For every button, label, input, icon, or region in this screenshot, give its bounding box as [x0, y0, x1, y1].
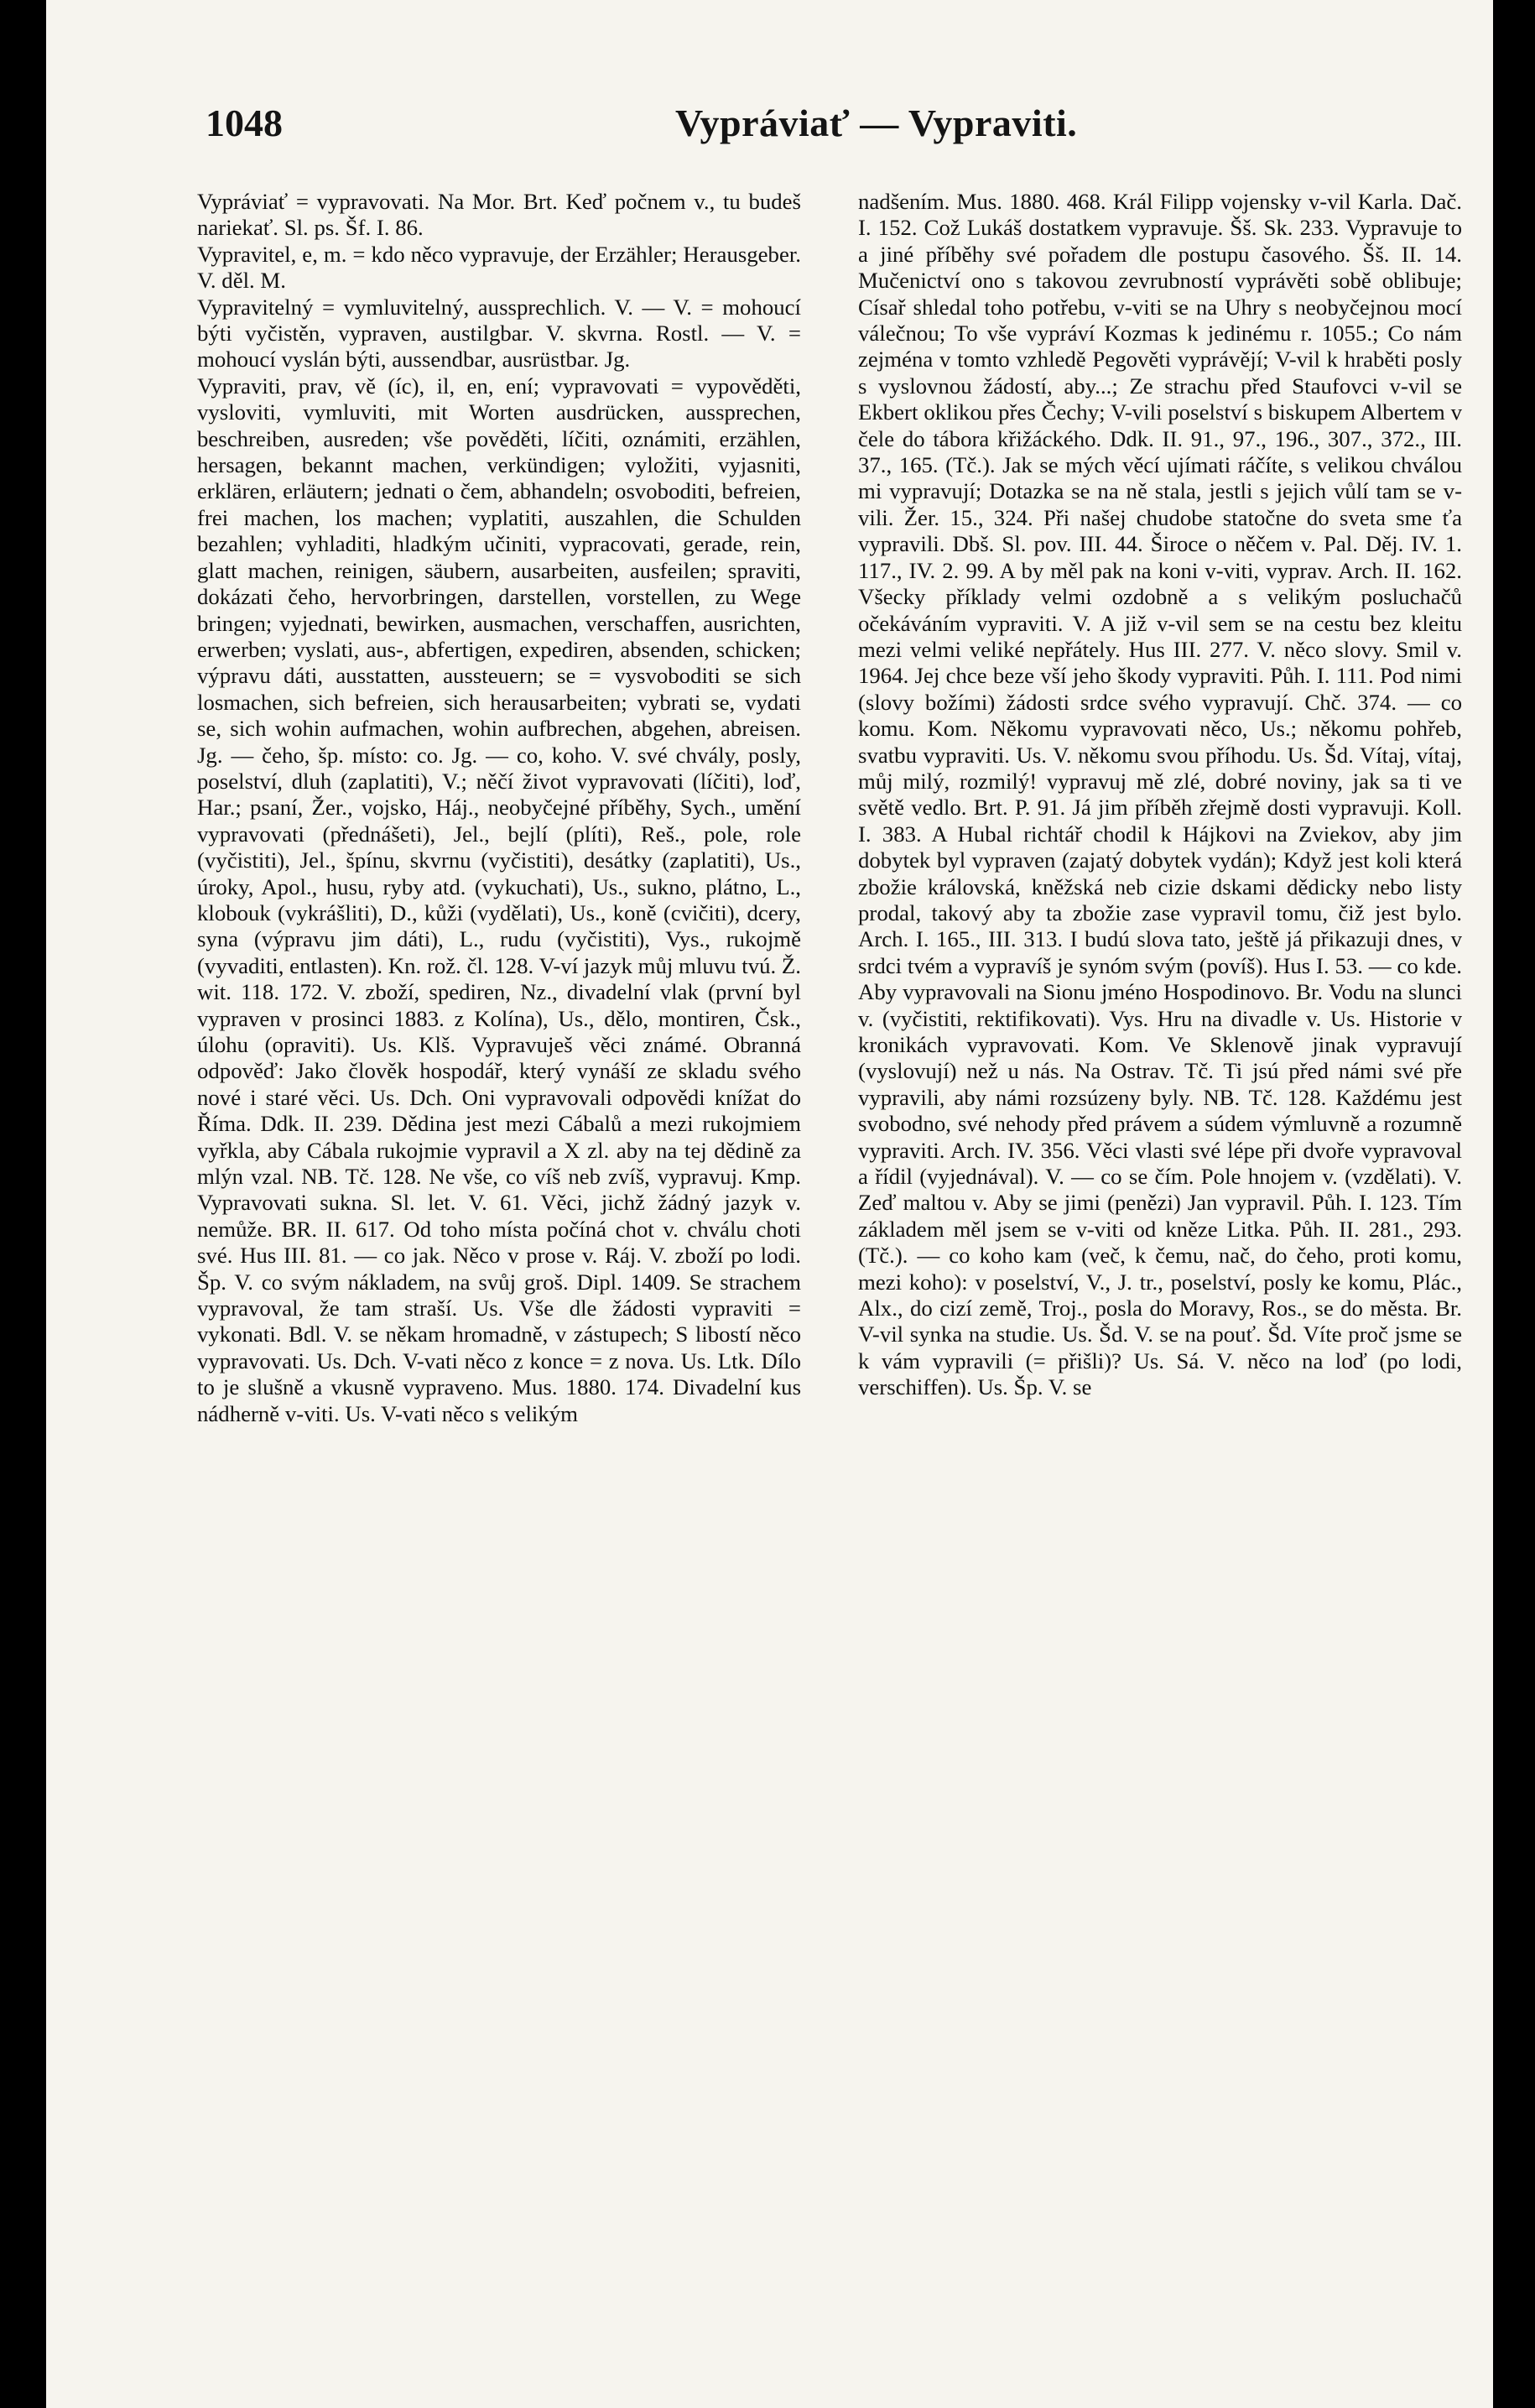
entry-vypraviti-continued: nadšením. Mus. 1880. 468. Král Filipp vojensky v-vil Karla. Dač. I. 152. Což Lukáš dostatkem vypravuje. Šš. Sk. 233. Vypravuje to a jiné příběhy své pořadem dle postupu časového. Šš. II. 14. Mučenictví ono s takovou zevrubností vyprávěti sobě oblibuje; Císař shledal toho potřebu, v-viti se na Uhry s neobyčejnou mocí válečnou; To vše vypráví Kozmas k jedinému r. 1055.; Co nám zejména v tomto vzhledě Pegověti vyprávějí; V-vil k hraběti posly s vyslovnou žádostí, aby...; Ze strachu před Staufovci v-vil se Ekbert oklikou přes Čechy; V-vili poselství s biskupem Albertem v čele do tábora křižáckého. Ddk. II. 91., 97., 196., 307., 372., III. 37., 165. (Tč.). Jak se mých věcí ujímati ráčíte, s velikou chválou mi vypravují; Dotazka se na ně stala, jestli s jejich vůlí tam se v-vili. Žer. 15., 324. Při našej chudobe statočne do sveta sme ťa vypravili. Dbš. Sl. pov. III. 44. Široce o něčem v. Pal. Děj. IV. 1. 117., IV. 2. 99. A by měl pak na koni v-viti, vyprav. Arch. II. 162. Všecky příklady velmi ozdobně a s velikým posluchačů očekáváním vypraviti. V. A již v-vil sem se na cestu bez kleitu mezi velmi veliké nepřátely. Hus III. 277. V. něco slovy. Smil v. 1964. Jej chce beze vší jeho škody vypraviti. Půh. I. 111. Pod nimi (slovy božími) žádosti srdce svého vypravují. Chč. 374. — co komu. Kom. Někomu vypravovati něco, Us.; někomu pohřeb, svatbu vypraviti. Us. V. někomu svou příhodu. Us. Šd. Vítaj, vítaj, můj milý, rozmilý! vypravuj mě zlé, dobré noviny, jak sa ti ve světě vedlo. Brt. P. 91. Já jim příběh zřejmě dosti vypravuji. Koll. I. 383. A Hubal richtář chodil k Hájkovi na Zviekov, aby jim dobytek byl vypraven (zajatý dobytek vydán); Když jest koli která zbožie královská, kněžská neb cizie dskami dědicky nebo listy prodal, takový aby ta zbožie zase vypravil tomu, čiž jest bylo. Arch. I. 165., III. 313. I budú slova tato, ještě já přikazuji dnes, v srdci tvém a vypravíš je synóm svým (povíš). Hus I. 53. — co kde. Aby vypravovali na Sionu jméno Hospodinovo. Br. Vodu na slunci v. (vyčistiti, rektifikovati). Vys. Hru na divadle v. Us. Historie v kronikách vypravovati. Kom. Ve Sklenově jinak vypravují (vyslovují) než u nás. Na Ostrav. Tč. Ti jsú před námi své pře vypravili, aby námi rozsúzeny byly. NB. Tč. 128. Každému jest svobodno, své nehody před právem a súdem výmluvně a rozumně vypraviti. Arch. IV. 356. Věci vlasti své lépe při dvoře vypravoval a řídil (vyjednával). V. — co se čím. Pole hnojem v. (vzdělati). V. Zeď maltou v. Aby se jimi (penězi) Jan vypravil. Půh. I. 123. Tím základem měl jsem se v-viti od kněze Litka. Půh. II. 281., 293. (Tč.). — co koho kam (več, k čemu, nač, do čeho, proti komu, mezi koho): v poselství, V., J. tr., poselství, posly ke komu, Plác., Alx., do cizí země, Troj., posla do Moravy, Ros., se do města. Br. V-vil synka na studie. Us. Šd. V. se na pouť. Šd. Víte proč jsme se k vám vypravili (= přišli)? Us. Sá. V. něco na loď (po lodi, verschiffen). Us. Šp. V. se — [858, 189, 1462, 1400]
entry-vypravitelny: Vypravitelný = vymluvitelný, aussprechlich. V. — V. = mohoucí býti vyčistěn, vypraven, austilgbar. V. skvrna. Rostl. — V. = mohoucí vyslán býti, aussendbar, ausrüstbar. Jg. — [197, 294, 801, 373]
page-number: 1048 — [206, 102, 283, 144]
entry-vypravitel: Vypravitel, e, m. = kdo něco vypravuje, der Erzähler; Herausgeber. V. děl. M. — [197, 241, 801, 294]
left-column — [197, 189, 801, 2387]
dictionary-page — [46, 0, 1493, 2408]
entry-vypraviti: Vypraviti, prav, vě (íc), il, en, ení; vypravovati = vypověděti, vysloviti, vymluviti, mit Worten ausdrücken, aussprechen, beschreiben, ausreden; vše pověděti, líčiti, oznámiti, erzählen, hersagen, bekannt machen, verkündigen; vyložiti, vyjasniti, erklären, erläutern; jednati o čem, abhandeln; osvoboditi, befreien, frei machen, los machen; vyplatiti, auszahlen, die Schulden bezahlen; vyhladiti, hladkým učiniti, vypracovati, gerade, rein, glatt machen, reinigen, säubern, ausarbeiten, ausfeilen; spraviti, dokázati čeho, hervorbringen, darstellen, vorstellen, zu Wege bringen; vyjednati, bewirken, ausmachen, verschaffen, ausrichten, erwerben; vyslati, aus-, abfertigen, expediren, absenden, schicken; výpravu dáti, ausstatten, aussteuern; se = vysvoboditi se sich losmachen, sich befreien, sich herausarbeiten; vybrati se, vydati se, sich wohin aufmachen, wohin aufbrechen, abgehen, abreisen. Jg. — čeho, šp. místo: co. Jg. — co, koho. V. své chvály, posly, poselství, dluh (zaplatiti), V.; něčí život vypravovati (líčiti), loď, Har.; psaní, Žer., vojsko, Háj., neobyčejné příběhy, Sych., umění vypravovati (přednášeti), Jel., bejlí (plíti), Reš., pole, role (vyčistiti), Jel., špínu, skvrnu (vyčistiti), desátky (zaplatiti), Us., úroky, Apol., husu, ryby atd. (vykuchati), Us., sukno, plátno, L., klobouk (vykrášliti), D., kůži (vydělati), Us., koně (cvičiti), dcery, syna (výpravu jim dáti), L., rudu (vyčistiti), Vys., rukojmě (vyvaditi, entlasten). Kn. rož. čl. 128. V-ví jazyk můj mluvu tvú. Ž. wit. 118. 172. V. zboží, spediren, Nz., divadelní vlak (první byl vypraven v prosinci 1883. z Kolína), Us., dělo, montiren, Čsk., úlohu (opraviti). Us. Klš. Vypravuješ věci známé. Obranná odpověď: Jako člověk hospodář, který vynáší ze skladu svého nové i staré věci. Us. Dch. Oni vypravovali odpovědi knížat do Říma. Ddk. II. 239. Dědina jest mezi Cábalů a mezi rukojmiem vyřkla, aby Cábala rukojmie vypravil a X zl. aby na tej dědině za mlýn vzal. NB. Tč. 128. Ne vše, co víš neb zvíš, vypravuj. Kmp. Vypravovati sukna. Sl. let. V. 61. Věci, jichž žádný jazyk v. nemůže. BR. II. 617. Od toho místa počíná chot v. chválu choti své. Hus III. 81. — co jak. Něco v prose v. Ráj. V. zboží po lodi. Šp. V. co svým nákladem, na svůj groš. Dipl. 1409. Se strachem vypravoval, že tam straší. Us. Vše dle žádosti vypraviti = vykonati. Bdl. V. se někam hromadně, v zástupech; S libostí něco vypravovati. Us. Dch. V-vati něco z konce = z nova. Us. Ltk. Dílo to je slušně a vkusně vypraveno. Mus. 1880. 174. Divadelní kus nádherně v-viti. Us. V-vati něco s velikým — [197, 373, 801, 1426]
entry-vypraviat: Vypráviať = vypravovati. Na Mor. Brt. Keď počnem v., tu budeš nariekať. Sl. ps. Šf. I. 86. — [197, 189, 801, 241]
right-column — [858, 189, 1462, 2387]
running-head: Vypráviať — Vypraviti. — [675, 102, 1078, 144]
page-header — [206, 101, 1447, 151]
